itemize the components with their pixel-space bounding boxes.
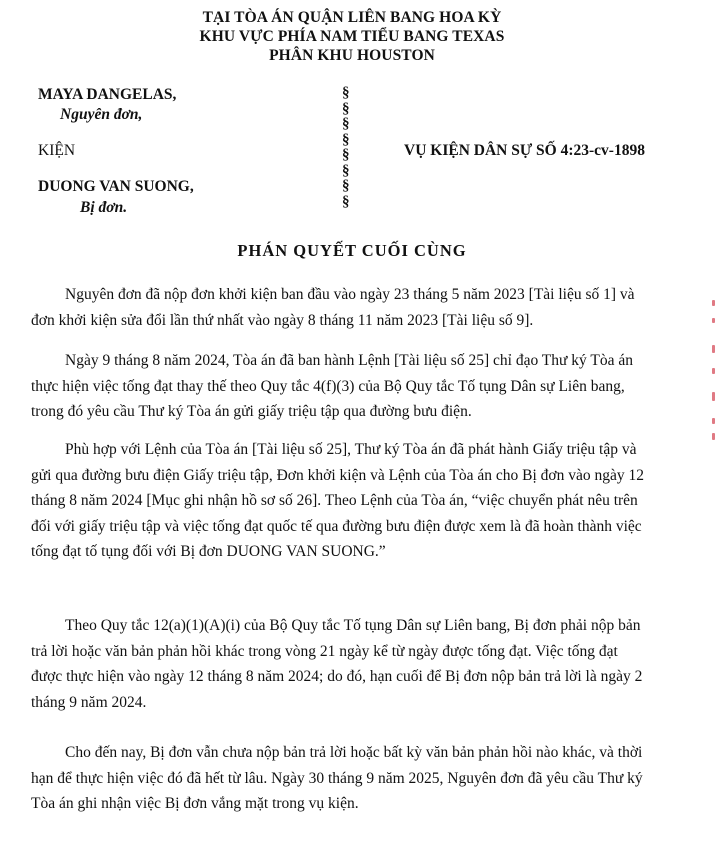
plaintiff-name: MAYA DANGELAS, bbox=[38, 86, 177, 103]
margin-mark bbox=[712, 368, 715, 374]
section-symbol: § bbox=[342, 162, 350, 179]
section-symbol: § bbox=[342, 193, 350, 210]
paragraph-line: Nguyên đơn đã nộp đơn khởi kiện ban đầu vào ngày 23 tháng 5 năm 2023 [Tài liệu số 1] và bbox=[65, 286, 635, 303]
section-symbol: § bbox=[342, 116, 350, 132]
paragraph-line: Tòa án ghi nhận việc Bị đơn vắng mặt trong vụ kiện. bbox=[31, 795, 359, 812]
paragraph-line: Cho đến nay, Bị đơn vẫn chưa nộp bản trả lời hoặc bất kỳ văn bản phản hồi nào khác, và thời bbox=[65, 744, 643, 761]
paragraph-line: Ngày 9 tháng 8 năm 2024, Tòa án đã ban hành Lệnh [Tài liệu số 25] chỉ đạo Thư ký Tòa án bbox=[65, 352, 633, 369]
section-symbol-column bbox=[342, 86, 350, 210]
paragraph-line: tống đạt tố tụng đối với Bị đơn DUONG VAN SUONG.” bbox=[31, 543, 386, 560]
margin-mark bbox=[712, 433, 715, 440]
plaintiff-role: Nguyên đơn, bbox=[60, 106, 143, 123]
paragraph-4 bbox=[31, 613, 681, 715]
defendant-role: Bị đơn. bbox=[80, 199, 128, 216]
paragraph-line: đơn khởi kiện sửa đổi lần thứ nhất vào ngày 8 tháng 11 năm 2023 [Tài liệu số 9]. bbox=[31, 311, 534, 329]
case-caption bbox=[0, 86, 720, 226]
margin-mark bbox=[712, 300, 715, 306]
section-symbol: § bbox=[342, 178, 350, 194]
paragraph-line: trả lời hoặc văn bản phản hồi khác trong vòng 21 ngày kể từ ngày được tống đạt. Việc tống đạt bbox=[31, 642, 618, 660]
paragraph-line: gửi qua đường bưu điện Giấy triệu tập, Đơn khởi kiện và Lệnh của Tòa án cho Bị đơn vào ngày 12 bbox=[31, 466, 644, 484]
case-number: VỤ KIỆN DÂN SỰ SỐ 4:23-cv-1898 bbox=[404, 142, 645, 159]
paragraph-2 bbox=[31, 348, 681, 425]
court-header-line-2: KHU VỰC PHÍA NAM TIỂU BANG TEXAS bbox=[199, 28, 505, 45]
court-header-line-1: TẠI TÒA ÁN QUẬN LIÊN BANG HOA KỲ bbox=[202, 9, 502, 26]
section-symbol: § bbox=[342, 100, 350, 117]
court-header bbox=[0, 8, 704, 65]
paragraph-line: hạn để thực hiện việc đó đã hết từ lâu. Ngày 30 tháng 9 năm 2025, Nguyên đơn đã yêu cầu Thư ký bbox=[31, 769, 643, 787]
paragraph-line: đối với giấy triệu tập và việc tống đạt quốc tế qua đường bưu điện được xem là đã hoàn thành việc bbox=[31, 517, 642, 535]
paragraph-line: Theo Quy tắc 12(a)(1)(A)(i) của Bộ Quy tắc Tố tụng Dân sự Liên bang, Bị đơn phải nộp bản bbox=[65, 617, 641, 634]
paragraph-3 bbox=[31, 437, 681, 565]
section-symbol: § bbox=[342, 85, 350, 101]
section-symbol: § bbox=[342, 131, 350, 148]
paragraph-line: được thực hiện vào ngày 12 tháng 8 năm 2024; do đó, hạn cuối để Bị đơn nộp bản trả lời là ngày 2 bbox=[31, 668, 643, 685]
paragraph-line: thực hiện việc tống đạt thay thế theo Quy tắc 4(f)(3) của Bộ Quy tắc Tố tụng Dân sự Liên bang, bbox=[31, 377, 625, 395]
defendant-name: DUONG VAN SUONG, bbox=[38, 178, 194, 195]
paragraph-line: tháng 9 năm 2024. bbox=[31, 693, 147, 711]
paragraph-line: Phù hợp với Lệnh của Tòa án [Tài liệu số 25], Thư ký Tòa án đã phát hành Giấy triệu tập và bbox=[65, 441, 637, 458]
court-header-line-3: PHÂN KHU HOUSTON bbox=[269, 47, 435, 64]
margin-mark bbox=[712, 392, 715, 401]
paragraph-1 bbox=[31, 282, 681, 333]
document-title: PHÁN QUYẾT CUỐI CÙNG bbox=[237, 241, 467, 260]
paragraph-line: tháng 8 năm 2024 [Mục ghi nhận hồ sơ số 26]. Theo Lệnh của Tòa án, “việc chuyển phát nêu trên bbox=[31, 492, 638, 509]
versus-label: KIỆN bbox=[38, 142, 76, 159]
margin-mark bbox=[712, 418, 715, 424]
margin-mark bbox=[712, 318, 715, 323]
margin-mark bbox=[712, 345, 715, 353]
section-symbol: § bbox=[342, 147, 350, 163]
paragraph-line: trong đó yêu cầu Thư ký Tòa án gửi giấy triệu tập qua đường bưu điện. bbox=[31, 403, 472, 420]
paragraph-5 bbox=[31, 740, 681, 817]
